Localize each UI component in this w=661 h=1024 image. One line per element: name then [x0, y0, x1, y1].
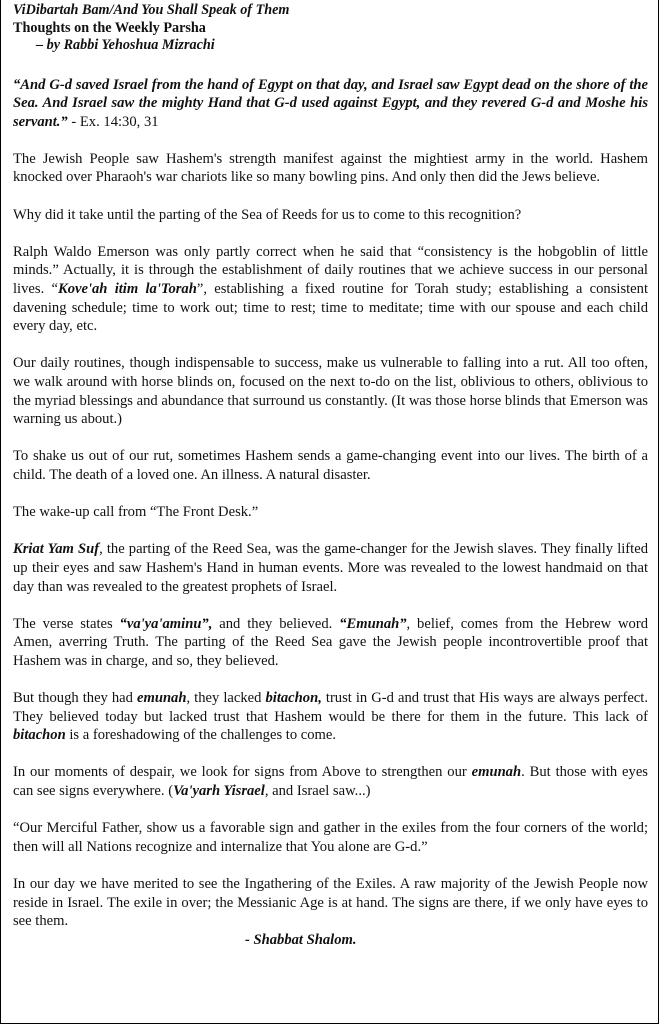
text-run: is a foreshadowing of the challenges to come. — [65, 727, 337, 744]
text-run: Ralph Waldo Emerson was only partly correct when he said that “consistency is the hobgoblin of little minds.” Actually, it is through the establishment of daily routines that we achieve success in our personal lives. “ — [13, 243, 648, 298]
paragraph-9 — [13, 689, 648, 745]
verse-quote: “And G-d saved Israel from the hand of Egypt on that day, and Israel saw Egypt dead on the shore of the Sea. And Israel saw the mighty Hand that G-d used against Egypt, and they revered G-d and Moshe his servant.” — [13, 76, 648, 130]
text-run: , they lacked — [186, 690, 266, 707]
opening-verse — [13, 76, 648, 132]
column-subtitle: Thoughts on the Weekly Parsha — [13, 19, 206, 36]
emphasis-text: “va'ya'aminu”, — [119, 615, 213, 632]
header — [13, 2, 648, 55]
byline: – by Rabbi Yehoshua Mizrachi — [36, 37, 215, 53]
column-title: ViDibartah Bam/And You Shall Speak of Them — [13, 2, 290, 18]
emphasis-text: Kriat Yam Suf — [13, 541, 100, 558]
paragraph-7 — [13, 540, 648, 596]
emphasis-text: bitachon, — [265, 690, 322, 707]
paragraph-12: In our day we have merited to see the Ingathering of the Exiles. A raw majority of the Jewish People now reside in Israel. The exile in over; the Messianic Age is at hand. The signs are there, if we only have eyes to see them. — [13, 876, 648, 930]
text-run: In our moments of despair, we look for signs from Above to strengthen our — [13, 764, 472, 781]
emphasis-text: Kove'ah itim la'Torah — [57, 281, 197, 298]
paragraph-5: To shake us out of our rut, sometimes Hashem sends a game-changing event into our lives. The birth of a child. The death of a loved one. An illness. A natural disaster. — [13, 448, 648, 483]
emphasis-text: emunah — [471, 764, 522, 781]
verse-reference: - Ex. 14:30, 31 — [67, 113, 159, 130]
paragraph-11: “Our Merciful Father, show us a favorable sign and gather in the exiles from the four corners of the world; then will all Nations recognize and internalize that You alone are G-d.” — [13, 820, 648, 855]
text-run: , belief, comes from the Hebrew word Amen, averring Truth. The parting of the Reed Sea gave the Jewish people incontrovertible proof that Hashem was in charge, and so, they believed. — [13, 615, 648, 669]
paragraph-1: The Jewish People saw Hashem's strength manifest against the mightiest army in the world. Hashem knocked over Pharaoh's war chariots like so many bowling pins. And only then did the Jews believe. — [13, 150, 648, 186]
text-run: . But those with eyes can see signs everywhere. ( — [13, 764, 648, 800]
text-run: , the parting of the Reed Sea, was the game-changer for the Jewish slaves. They finally lifted up their eyes and saw Hashem's Hand in human events. More was revealed to the lowest handmaid on that day than was revealed to the greatest prophets of Israel. — [13, 541, 648, 595]
text-run: and they believed. — [212, 615, 340, 632]
paragraph-10 — [13, 763, 648, 800]
paragraph-6: The wake-up call from “The Front Desk.” — [13, 504, 259, 521]
paragraph-3 — [13, 243, 648, 336]
text-run: trust in G-d and trust that His ways are always perfect. They believed today but lacked trust that Hashem would be there for them in the future. This lack of — [13, 690, 648, 725]
emphasis-text: emunah — [137, 690, 187, 707]
paragraph-8 — [13, 615, 648, 671]
emphasis-text: Va'yarh Yisrael — [173, 783, 265, 800]
sign-off: - Shabbat Shalom. — [245, 931, 357, 948]
emphasis-text: “Emunah” — [339, 615, 407, 632]
text-run: , and Israel saw...) — [264, 783, 371, 800]
text-run: ”, establishing a fixed routine for Torah study; establishing a consistent davening schedule; time to work out; time to rest; time to meditate; time with our spouse and each child every day, etc. — [13, 281, 649, 335]
emphasis-text: bitachon — [13, 727, 66, 744]
paragraph-4: Our daily routines, though indispensable to success, make us vulnerable to falling into a rut. All too often, we walk around with horse blinds on, focused on the next to-do on the list, oblivious to others, oblivious to the myriad blessings and abundance that surround us constantly. (It was those horse blinds that Emerson was warning us about.) — [13, 355, 648, 428]
text-run: The verse states — [13, 615, 120, 632]
text-run: But though they had — [13, 690, 137, 707]
paragraph-2: Why did it take until the parting of the Sea of Reeds for us to come to this recognition? — [13, 206, 522, 223]
